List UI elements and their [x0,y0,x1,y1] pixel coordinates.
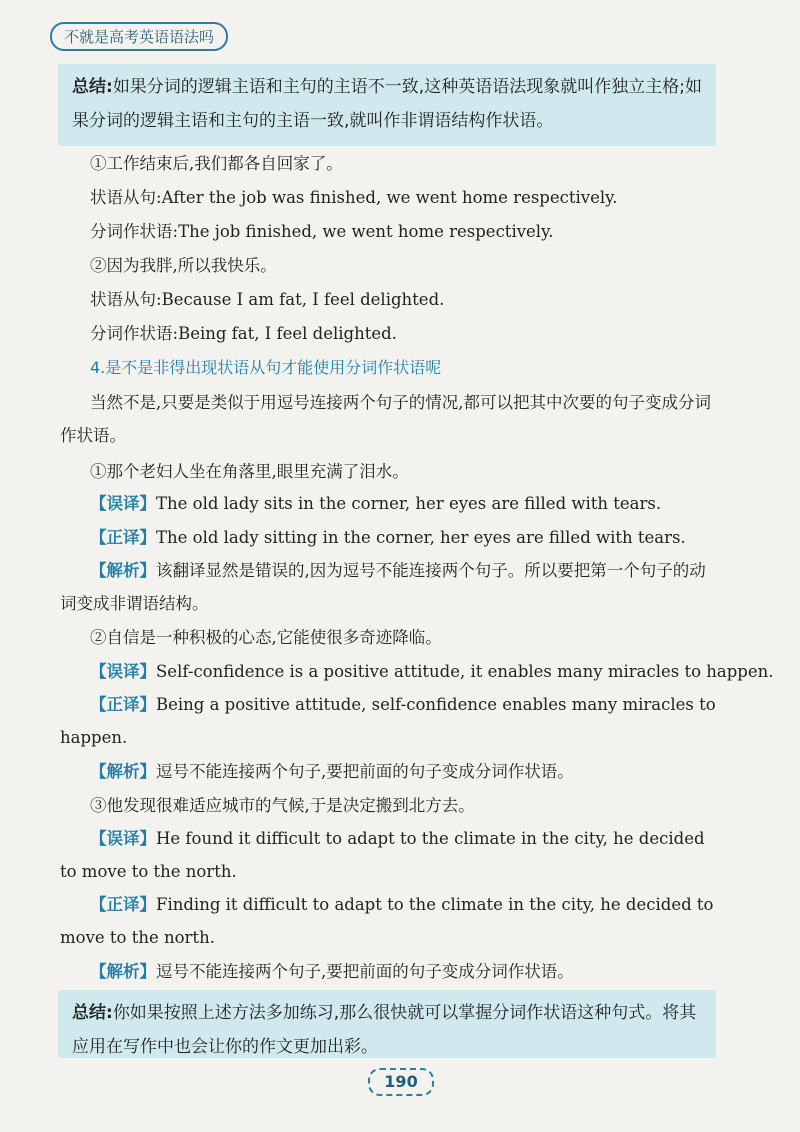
summary-text: 你如果按照上述方法多加练习,那么很快就可以掌握分词作状语这种句式。将其应用在写作中也会让你的作文更加出彩。 [72,1003,697,1057]
wrong-text: He found it difficult to adapt to the climate in the city, he decided to move to the north. [60,829,705,881]
example1-participle [90,220,720,244]
summary-text: 如果分词的逻辑主语和主句的主语不一致,这种英语语法现象就叫作独立主格;如果分词的逻辑主语和主句的主语一致,就叫作非谓语结构作状语。 [72,77,702,131]
example2-clause [90,288,720,312]
analysis-label: 【解析】 [90,762,156,781]
example-b-chinese: ②自信是一种积极的心态,它能使很多奇迹降临。 [90,628,442,647]
example-c-right [60,888,720,954]
right-text: Finding it difficult to adapt to the climate in the city, he decided to move to the north. [60,895,714,947]
participle-label: 分词作状语: [90,222,179,241]
header-tag: 不就是高考英语语法吗 [50,22,228,51]
example2-participle [90,322,720,346]
clause-label: 状语从句: [90,188,162,207]
example-b-right [60,688,720,754]
summary-label: 总结: [72,1003,113,1023]
right-text: The old lady sitting in the corner, her eyes are filled with tears. [156,528,686,547]
participle-text: Being fat, I feel delighted. [178,324,397,343]
analysis-text: 逗号不能连接两个句子,要把前面的句子变成分词作状语。 [156,762,574,781]
analysis-text: 该翻译显然是错误的,因为逗号不能连接两个句子。所以要把第一个句子的动词变成非谓语结构。 [60,561,706,613]
example-c-analysis [90,960,720,984]
analysis-label: 【解析】 [90,962,156,981]
example-c-chinese: ③他发现很难适应城市的气候,于是决定搬到北方去。 [90,796,475,815]
wrong-label: 【误译】 [90,494,156,513]
participle-label: 分词作状语: [90,324,179,343]
page-number: 190 [368,1068,434,1096]
analysis-label: 【解析】 [90,561,156,580]
wrong-label: 【误译】 [90,829,156,848]
section-4-heading: 4.是不是非得出现状语从句才能使用分词作状语呢 [90,358,442,377]
analysis-text: 逗号不能连接两个句子,要把前面的句子变成分词作状语。 [156,962,574,981]
example1-chinese: ①工作结束后,我们都各自回家了。 [90,154,343,173]
right-text: Being a positive attitude, self-confidence enables many miracles to happen. [60,695,716,747]
clause-label: 状语从句: [90,290,162,309]
section-4-body: 当然不是,只要是类似于用逗号连接两个句子的情况,都可以把其中次要的句子变成分词作状语。 [60,393,711,445]
example-a-analysis [60,554,720,620]
summary-box-bottom [58,990,716,1058]
wrong-text: The old lady sits in the corner, her eyes are filled with tears. [156,494,662,513]
example1-clause [90,186,720,210]
wrong-label: 【误译】 [90,662,156,681]
right-label: 【正译】 [90,895,156,914]
clause-text: After the job was finished, we went home respectively. [161,188,618,207]
summary-label: 总结: [72,77,113,97]
example-b-analysis [90,760,720,784]
example-a-chinese: ①那个老妇人坐在角落里,眼里充满了泪水。 [90,462,409,481]
summary-box-top [58,64,716,146]
clause-text: Because I am fat, I feel delighted. [161,290,445,309]
example2-chinese: ②因为我胖,所以我快乐。 [90,256,277,275]
participle-text: The job finished, we went home respectively. [178,222,554,241]
example-a-wrong [90,492,720,516]
wrong-text: Self-confidence is a positive attitude, it enables many miracles to happen. [156,662,774,681]
right-label: 【正译】 [90,528,156,547]
right-label: 【正译】 [90,695,156,714]
example-b-wrong [90,660,774,684]
example-a-right [90,526,720,550]
example-c-wrong [60,822,720,888]
